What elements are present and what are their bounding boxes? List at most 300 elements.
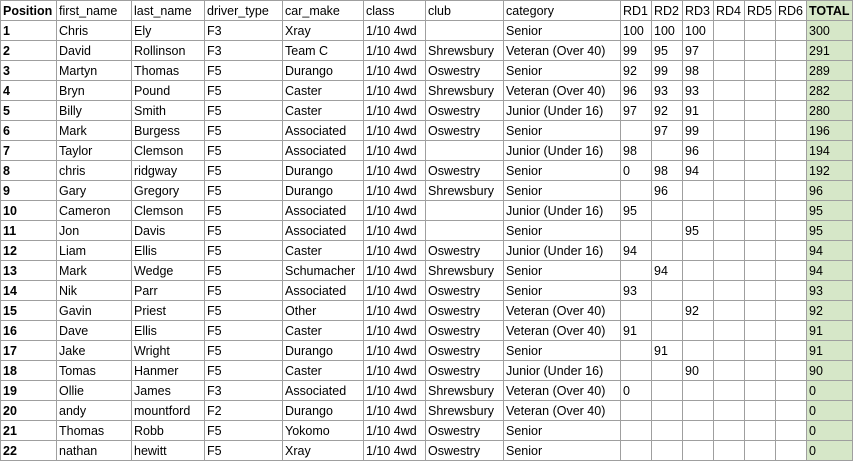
cell-driver-type[interactable]: F5	[205, 281, 283, 301]
cell-driver-type[interactable]: F3	[205, 41, 283, 61]
cell-class[interactable]: 1/10 4wd	[364, 181, 426, 201]
cell-rd4[interactable]	[714, 201, 745, 221]
cell-class[interactable]: 1/10 4wd	[364, 421, 426, 441]
cell-driver-type[interactable]: F5	[205, 301, 283, 321]
column-header-club[interactable]: club	[426, 1, 504, 21]
cell-club[interactable]: Oswestry	[426, 441, 504, 461]
column-header-rd5[interactable]: RD5	[745, 1, 776, 21]
cell-rd6[interactable]	[776, 201, 807, 221]
cell-driver-type[interactable]: F3	[205, 21, 283, 41]
cell-position[interactable]: 1	[1, 21, 57, 41]
cell-car-make[interactable]: Team C	[283, 41, 364, 61]
cell-rd3[interactable]	[683, 321, 714, 341]
cell-car-make[interactable]: Associated	[283, 141, 364, 161]
cell-rd6[interactable]	[776, 61, 807, 81]
cell-first-name[interactable]: Dave	[57, 321, 132, 341]
cell-rd3[interactable]	[683, 261, 714, 281]
cell-rd1[interactable]: 97	[621, 101, 652, 121]
cell-rd5[interactable]	[745, 121, 776, 141]
cell-rd1[interactable]: 100	[621, 21, 652, 41]
cell-position[interactable]: 4	[1, 81, 57, 101]
cell-category[interactable]: Junior (Under 16)	[504, 101, 621, 121]
cell-first-name[interactable]: Thomas	[57, 421, 132, 441]
cell-last-name[interactable]: James	[132, 381, 205, 401]
cell-category[interactable]: Senior	[504, 61, 621, 81]
cell-rd4[interactable]	[714, 141, 745, 161]
cell-class[interactable]: 1/10 4wd	[364, 401, 426, 421]
cell-club[interactable]: Shrewsbury	[426, 381, 504, 401]
cell-last-name[interactable]: Robb	[132, 421, 205, 441]
cell-driver-type[interactable]: F5	[205, 441, 283, 461]
cell-rd6[interactable]	[776, 161, 807, 181]
cell-rd1[interactable]: 96	[621, 81, 652, 101]
cell-rd5[interactable]	[745, 41, 776, 61]
cell-rd3[interactable]: 97	[683, 41, 714, 61]
cell-rd5[interactable]	[745, 361, 776, 381]
cell-club[interactable]: Oswestry	[426, 241, 504, 261]
cell-category[interactable]: Senior	[504, 121, 621, 141]
cell-car-make[interactable]: Other	[283, 301, 364, 321]
cell-rd4[interactable]	[714, 301, 745, 321]
cell-rd3[interactable]	[683, 281, 714, 301]
cell-total[interactable]: 0	[807, 401, 853, 421]
cell-club[interactable]: Oswestry	[426, 161, 504, 181]
cell-rd2[interactable]: 92	[652, 101, 683, 121]
cell-class[interactable]: 1/10 4wd	[364, 121, 426, 141]
cell-club[interactable]: Oswestry	[426, 101, 504, 121]
cell-category[interactable]: Senior	[504, 161, 621, 181]
column-header-category[interactable]: category	[504, 1, 621, 21]
cell-rd3[interactable]: 94	[683, 161, 714, 181]
cell-driver-type[interactable]: F5	[205, 241, 283, 261]
cell-first-name[interactable]: Billy	[57, 101, 132, 121]
cell-class[interactable]: 1/10 4wd	[364, 221, 426, 241]
cell-position[interactable]: 5	[1, 101, 57, 121]
cell-driver-type[interactable]: F3	[205, 381, 283, 401]
cell-position[interactable]: 8	[1, 161, 57, 181]
cell-first-name[interactable]: David	[57, 41, 132, 61]
cell-total[interactable]: 0	[807, 421, 853, 441]
cell-category[interactable]: Veteran (Over 40)	[504, 301, 621, 321]
cell-last-name[interactable]: hewitt	[132, 441, 205, 461]
cell-last-name[interactable]: Hanmer	[132, 361, 205, 381]
cell-rd2[interactable]	[652, 221, 683, 241]
cell-rd5[interactable]	[745, 401, 776, 421]
cell-total[interactable]: 91	[807, 341, 853, 361]
cell-rd6[interactable]	[776, 381, 807, 401]
cell-rd6[interactable]	[776, 181, 807, 201]
cell-rd3[interactable]: 100	[683, 21, 714, 41]
cell-car-make[interactable]: Durango	[283, 341, 364, 361]
cell-club[interactable]	[426, 221, 504, 241]
cell-first-name[interactable]: Cameron	[57, 201, 132, 221]
cell-rd3[interactable]: 99	[683, 121, 714, 141]
cell-driver-type[interactable]: F5	[205, 81, 283, 101]
cell-rd3[interactable]: 92	[683, 301, 714, 321]
cell-position[interactable]: 9	[1, 181, 57, 201]
cell-rd3[interactable]	[683, 401, 714, 421]
cell-rd2[interactable]: 97	[652, 121, 683, 141]
cell-total[interactable]: 91	[807, 321, 853, 341]
cell-car-make[interactable]: Durango	[283, 181, 364, 201]
cell-position[interactable]: 6	[1, 121, 57, 141]
cell-last-name[interactable]: Pound	[132, 81, 205, 101]
cell-last-name[interactable]: Thomas	[132, 61, 205, 81]
column-header-rd3[interactable]: RD3	[683, 1, 714, 21]
cell-first-name[interactable]: Gavin	[57, 301, 132, 321]
cell-last-name[interactable]: mountford	[132, 401, 205, 421]
cell-driver-type[interactable]: F5	[205, 121, 283, 141]
cell-rd1[interactable]	[621, 421, 652, 441]
cell-rd4[interactable]	[714, 241, 745, 261]
cell-rd6[interactable]	[776, 421, 807, 441]
cell-first-name[interactable]: Mark	[57, 121, 132, 141]
cell-rd5[interactable]	[745, 321, 776, 341]
cell-car-make[interactable]: Associated	[283, 381, 364, 401]
cell-last-name[interactable]: Clemson	[132, 201, 205, 221]
cell-category[interactable]: Senior	[504, 341, 621, 361]
cell-rd6[interactable]	[776, 281, 807, 301]
cell-rd6[interactable]	[776, 321, 807, 341]
cell-total[interactable]: 94	[807, 241, 853, 261]
cell-class[interactable]: 1/10 4wd	[364, 141, 426, 161]
cell-category[interactable]: Junior (Under 16)	[504, 201, 621, 221]
cell-last-name[interactable]: Ellis	[132, 321, 205, 341]
cell-rd6[interactable]	[776, 261, 807, 281]
cell-club[interactable]: Shrewsbury	[426, 261, 504, 281]
cell-rd4[interactable]	[714, 181, 745, 201]
cell-first-name[interactable]: Gary	[57, 181, 132, 201]
cell-club[interactable]: Oswestry	[426, 361, 504, 381]
cell-category[interactable]: Senior	[504, 261, 621, 281]
cell-first-name[interactable]: Tomas	[57, 361, 132, 381]
cell-category[interactable]: Senior	[504, 281, 621, 301]
cell-first-name[interactable]: Jake	[57, 341, 132, 361]
cell-car-make[interactable]: Caster	[283, 321, 364, 341]
cell-club[interactable]: Oswestry	[426, 281, 504, 301]
cell-car-make[interactable]: Associated	[283, 221, 364, 241]
cell-category[interactable]: Veteran (Over 40)	[504, 321, 621, 341]
cell-club[interactable]: Shrewsbury	[426, 41, 504, 61]
cell-rd1[interactable]	[621, 121, 652, 141]
cell-rd4[interactable]	[714, 361, 745, 381]
cell-rd4[interactable]	[714, 381, 745, 401]
cell-rd6[interactable]	[776, 361, 807, 381]
cell-class[interactable]: 1/10 4wd	[364, 101, 426, 121]
cell-rd6[interactable]	[776, 221, 807, 241]
cell-club[interactable]: Oswestry	[426, 421, 504, 441]
cell-rd2[interactable]	[652, 381, 683, 401]
cell-rd5[interactable]	[745, 241, 776, 261]
cell-club[interactable]: Oswestry	[426, 341, 504, 361]
cell-total[interactable]: 0	[807, 441, 853, 461]
cell-rd3[interactable]: 95	[683, 221, 714, 241]
cell-rd4[interactable]	[714, 81, 745, 101]
cell-rd3[interactable]	[683, 181, 714, 201]
cell-rd5[interactable]	[745, 301, 776, 321]
cell-position[interactable]: 19	[1, 381, 57, 401]
cell-rd2[interactable]	[652, 361, 683, 381]
cell-driver-type[interactable]: F5	[205, 261, 283, 281]
cell-category[interactable]: Veteran (Over 40)	[504, 41, 621, 61]
cell-rd5[interactable]	[745, 161, 776, 181]
cell-rd4[interactable]	[714, 21, 745, 41]
cell-total[interactable]: 196	[807, 121, 853, 141]
cell-rd1[interactable]	[621, 361, 652, 381]
cell-rd5[interactable]	[745, 221, 776, 241]
cell-category[interactable]: Veteran (Over 40)	[504, 81, 621, 101]
cell-class[interactable]: 1/10 4wd	[364, 341, 426, 361]
cell-rd5[interactable]	[745, 181, 776, 201]
cell-class[interactable]: 1/10 4wd	[364, 161, 426, 181]
cell-rd2[interactable]: 93	[652, 81, 683, 101]
cell-rd2[interactable]: 94	[652, 261, 683, 281]
column-header-rd6[interactable]: RD6	[776, 1, 807, 21]
cell-driver-type[interactable]: F5	[205, 421, 283, 441]
cell-last-name[interactable]: Rollinson	[132, 41, 205, 61]
cell-car-make[interactable]: Xray	[283, 441, 364, 461]
cell-position[interactable]: 15	[1, 301, 57, 321]
cell-rd6[interactable]	[776, 101, 807, 121]
cell-rd1[interactable]	[621, 221, 652, 241]
cell-rd4[interactable]	[714, 281, 745, 301]
cell-car-make[interactable]: Schumacher	[283, 261, 364, 281]
cell-total[interactable]: 194	[807, 141, 853, 161]
cell-category[interactable]: Senior	[504, 441, 621, 461]
cell-car-make[interactable]: Durango	[283, 61, 364, 81]
cell-rd2[interactable]	[652, 301, 683, 321]
cell-rd1[interactable]	[621, 341, 652, 361]
cell-rd3[interactable]	[683, 341, 714, 361]
cell-rd3[interactable]: 96	[683, 141, 714, 161]
cell-total[interactable]: 291	[807, 41, 853, 61]
cell-total[interactable]: 93	[807, 281, 853, 301]
cell-total[interactable]: 90	[807, 361, 853, 381]
column-header-first-name[interactable]: first_name	[57, 1, 132, 21]
cell-category[interactable]: Veteran (Over 40)	[504, 401, 621, 421]
cell-position[interactable]: 14	[1, 281, 57, 301]
cell-last-name[interactable]: Ellis	[132, 241, 205, 261]
cell-rd4[interactable]	[714, 161, 745, 181]
cell-class[interactable]: 1/10 4wd	[364, 61, 426, 81]
cell-first-name[interactable]: Liam	[57, 241, 132, 261]
cell-rd6[interactable]	[776, 401, 807, 421]
cell-driver-type[interactable]: F2	[205, 401, 283, 421]
cell-rd6[interactable]	[776, 121, 807, 141]
cell-rd4[interactable]	[714, 121, 745, 141]
cell-position[interactable]: 12	[1, 241, 57, 261]
cell-rd4[interactable]	[714, 41, 745, 61]
cell-rd1[interactable]: 95	[621, 201, 652, 221]
cell-class[interactable]: 1/10 4wd	[364, 261, 426, 281]
cell-category[interactable]: Veteran (Over 40)	[504, 381, 621, 401]
cell-rd3[interactable]: 90	[683, 361, 714, 381]
cell-rd1[interactable]: 94	[621, 241, 652, 261]
cell-rd3[interactable]: 98	[683, 61, 714, 81]
cell-rd5[interactable]	[745, 81, 776, 101]
cell-driver-type[interactable]: F5	[205, 61, 283, 81]
cell-first-name[interactable]: Chris	[57, 21, 132, 41]
cell-car-make[interactable]: Xray	[283, 21, 364, 41]
cell-rd6[interactable]	[776, 341, 807, 361]
cell-total[interactable]: 280	[807, 101, 853, 121]
cell-club[interactable]: Oswestry	[426, 321, 504, 341]
cell-class[interactable]: 1/10 4wd	[364, 381, 426, 401]
cell-rd5[interactable]	[745, 141, 776, 161]
column-header-rd4[interactable]: RD4	[714, 1, 745, 21]
cell-first-name[interactable]: Nik	[57, 281, 132, 301]
cell-rd3[interactable]	[683, 201, 714, 221]
cell-rd1[interactable]	[621, 261, 652, 281]
column-header-class[interactable]: class	[364, 1, 426, 21]
cell-rd3[interactable]: 93	[683, 81, 714, 101]
cell-first-name[interactable]: Taylor	[57, 141, 132, 161]
cell-total[interactable]: 94	[807, 261, 853, 281]
cell-total[interactable]: 92	[807, 301, 853, 321]
column-header-last-name[interactable]: last_name	[132, 1, 205, 21]
cell-rd4[interactable]	[714, 221, 745, 241]
cell-rd1[interactable]: 99	[621, 41, 652, 61]
cell-class[interactable]: 1/10 4wd	[364, 81, 426, 101]
column-header-car-make[interactable]: car_make	[283, 1, 364, 21]
cell-class[interactable]: 1/10 4wd	[364, 201, 426, 221]
cell-first-name[interactable]: chris	[57, 161, 132, 181]
cell-class[interactable]: 1/10 4wd	[364, 41, 426, 61]
cell-rd2[interactable]	[652, 281, 683, 301]
cell-rd5[interactable]	[745, 101, 776, 121]
cell-category[interactable]: Junior (Under 16)	[504, 241, 621, 261]
cell-driver-type[interactable]: F5	[205, 361, 283, 381]
cell-class[interactable]: 1/10 4wd	[364, 441, 426, 461]
cell-driver-type[interactable]: F5	[205, 201, 283, 221]
cell-rd3[interactable]: 91	[683, 101, 714, 121]
cell-car-make[interactable]: Durango	[283, 401, 364, 421]
cell-rd3[interactable]	[683, 381, 714, 401]
cell-car-make[interactable]: Caster	[283, 361, 364, 381]
cell-first-name[interactable]: Ollie	[57, 381, 132, 401]
cell-rd2[interactable]: 98	[652, 161, 683, 181]
cell-driver-type[interactable]: F5	[205, 321, 283, 341]
cell-rd5[interactable]	[745, 421, 776, 441]
cell-rd6[interactable]	[776, 41, 807, 61]
cell-rd5[interactable]	[745, 201, 776, 221]
cell-rd4[interactable]	[714, 401, 745, 421]
cell-category[interactable]: Junior (Under 16)	[504, 361, 621, 381]
cell-rd1[interactable]: 93	[621, 281, 652, 301]
cell-rd1[interactable]: 92	[621, 61, 652, 81]
cell-car-make[interactable]: Associated	[283, 201, 364, 221]
cell-class[interactable]: 1/10 4wd	[364, 301, 426, 321]
cell-rd2[interactable]	[652, 141, 683, 161]
cell-rd5[interactable]	[745, 261, 776, 281]
cell-total[interactable]: 95	[807, 221, 853, 241]
cell-rd2[interactable]: 100	[652, 21, 683, 41]
cell-total[interactable]: 0	[807, 381, 853, 401]
cell-driver-type[interactable]: F5	[205, 101, 283, 121]
cell-club[interactable]: Shrewsbury	[426, 181, 504, 201]
cell-position[interactable]: 21	[1, 421, 57, 441]
cell-category[interactable]: Senior	[504, 181, 621, 201]
cell-category[interactable]: Junior (Under 16)	[504, 141, 621, 161]
cell-first-name[interactable]: Jon	[57, 221, 132, 241]
cell-position[interactable]: 2	[1, 41, 57, 61]
cell-car-make[interactable]: Yokomo	[283, 421, 364, 441]
cell-rd2[interactable]	[652, 241, 683, 261]
cell-rd4[interactable]	[714, 421, 745, 441]
cell-position[interactable]: 16	[1, 321, 57, 341]
cell-rd5[interactable]	[745, 381, 776, 401]
cell-rd5[interactable]	[745, 281, 776, 301]
cell-rd4[interactable]	[714, 321, 745, 341]
cell-class[interactable]: 1/10 4wd	[364, 321, 426, 341]
cell-position[interactable]: 7	[1, 141, 57, 161]
cell-car-make[interactable]: Associated	[283, 121, 364, 141]
cell-rd6[interactable]	[776, 21, 807, 41]
cell-rd6[interactable]	[776, 241, 807, 261]
cell-rd1[interactable]: 98	[621, 141, 652, 161]
cell-car-make[interactable]: Durango	[283, 161, 364, 181]
cell-position[interactable]: 20	[1, 401, 57, 421]
cell-rd2[interactable]: 96	[652, 181, 683, 201]
cell-club[interactable]	[426, 21, 504, 41]
cell-rd2[interactable]	[652, 421, 683, 441]
cell-total[interactable]: 96	[807, 181, 853, 201]
cell-last-name[interactable]: Parr	[132, 281, 205, 301]
cell-rd5[interactable]	[745, 61, 776, 81]
column-header-rd1[interactable]: RD1	[621, 1, 652, 21]
cell-rd4[interactable]	[714, 61, 745, 81]
cell-rd2[interactable]	[652, 321, 683, 341]
cell-last-name[interactable]: Wright	[132, 341, 205, 361]
cell-first-name[interactable]: Mark	[57, 261, 132, 281]
cell-last-name[interactable]: Wedge	[132, 261, 205, 281]
cell-first-name[interactable]: andy	[57, 401, 132, 421]
cell-rd6[interactable]	[776, 81, 807, 101]
cell-first-name[interactable]: Bryn	[57, 81, 132, 101]
cell-last-name[interactable]: Priest	[132, 301, 205, 321]
cell-first-name[interactable]: Martyn	[57, 61, 132, 81]
cell-position[interactable]: 11	[1, 221, 57, 241]
cell-category[interactable]: Senior	[504, 221, 621, 241]
cell-category[interactable]: Senior	[504, 421, 621, 441]
cell-position[interactable]: 18	[1, 361, 57, 381]
cell-last-name[interactable]: Ely	[132, 21, 205, 41]
cell-category[interactable]: Senior	[504, 21, 621, 41]
cell-driver-type[interactable]: F5	[205, 181, 283, 201]
cell-club[interactable]	[426, 141, 504, 161]
cell-car-make[interactable]: Associated	[283, 281, 364, 301]
cell-driver-type[interactable]: F5	[205, 141, 283, 161]
cell-rd1[interactable]	[621, 181, 652, 201]
cell-rd2[interactable]: 99	[652, 61, 683, 81]
cell-car-make[interactable]: Caster	[283, 101, 364, 121]
cell-position[interactable]: 22	[1, 441, 57, 461]
cell-position[interactable]: 13	[1, 261, 57, 281]
cell-rd4[interactable]	[714, 341, 745, 361]
cell-rd1[interactable]	[621, 401, 652, 421]
cell-rd6[interactable]	[776, 301, 807, 321]
cell-position[interactable]: 17	[1, 341, 57, 361]
cell-car-make[interactable]: Caster	[283, 241, 364, 261]
cell-last-name[interactable]: Clemson	[132, 141, 205, 161]
cell-driver-type[interactable]: F5	[205, 221, 283, 241]
cell-rd5[interactable]	[745, 21, 776, 41]
cell-driver-type[interactable]: F5	[205, 161, 283, 181]
cell-rd1[interactable]: 0	[621, 381, 652, 401]
cell-rd2[interactable]	[652, 201, 683, 221]
cell-total[interactable]: 192	[807, 161, 853, 181]
cell-total[interactable]: 95	[807, 201, 853, 221]
